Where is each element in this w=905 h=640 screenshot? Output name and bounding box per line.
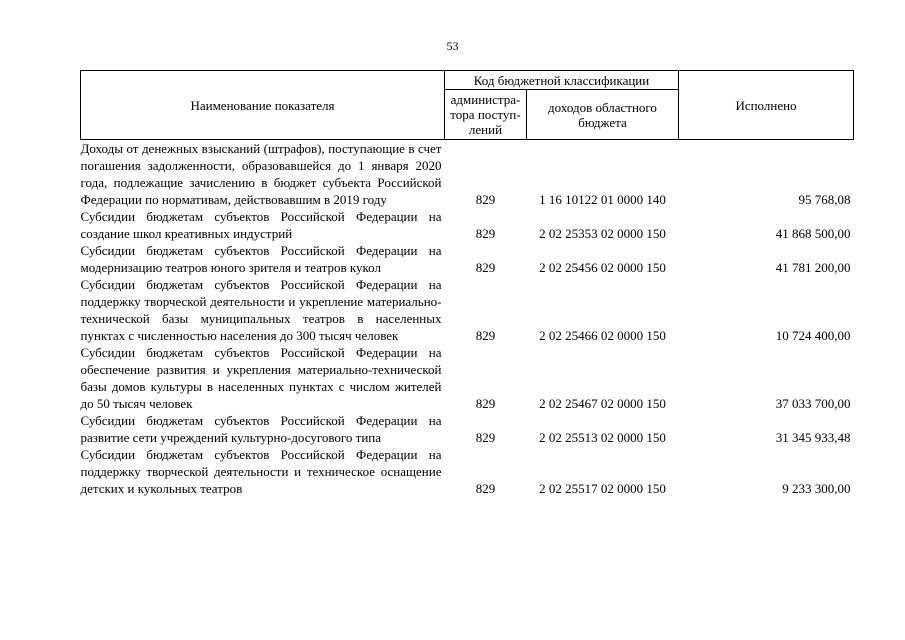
row-name: Доходы от денежных взысканий (штрафов), поступающие в счет погашения задолженности, образовавшейся до 1 января 2020 года, подлежащие зачислению в бюджет субъекта Российской Федерации по нормативам, действовавшим в 2019 году — [80, 141, 442, 207]
table-body — [81, 140, 854, 498]
row-admin-code: 829 — [475, 481, 496, 496]
row-name: Субсидии бюджетам субъектов Российской Федерации на поддержку творческой деятельности и укрепление материально-технической базы муниципальных театров в населенных пунктах с численностью населения до 300 тысяч человек — [80, 277, 442, 343]
table-row — [81, 412, 854, 446]
header-budget-code-group: Код бюджетной классификации — [445, 71, 679, 90]
table-row — [81, 208, 854, 242]
row-revenue-code: 2 02 25466 02 0000 150 — [539, 328, 666, 343]
row-revenue-code: 2 02 25467 02 0000 150 — [539, 396, 666, 411]
table-header — [81, 71, 854, 140]
row-revenue-code: 2 02 25353 02 0000 150 — [539, 226, 666, 241]
table-row — [81, 276, 854, 344]
row-amount: 10 724 400,00 — [775, 328, 851, 343]
row-revenue-code: 2 02 25456 02 0000 150 — [539, 260, 666, 275]
row-revenue-code: 1 16 10122 01 0000 140 — [539, 192, 666, 207]
table-row — [81, 242, 854, 276]
row-admin-code: 829 — [475, 396, 496, 411]
row-revenue-code: 2 02 25517 02 0000 150 — [539, 481, 666, 496]
row-amount: 41 781 200,00 — [775, 260, 851, 275]
row-amount: 95 768,08 — [798, 192, 851, 207]
row-name: Субсидии бюджетам субъектов Российской Федерации на обеспечение развития и укрепления материально-технической базы домов культуры в населенных пунктах с числом жителей до 50 тысяч человек — [80, 345, 442, 411]
row-name: Субсидии бюджетам субъектов Российской Федерации на развитие сети учреждений культурно-досугового типа — [80, 413, 442, 445]
page-number: 53 — [446, 39, 459, 53]
row-amount: 37 033 700,00 — [775, 396, 851, 411]
row-name: Субсидии бюджетам субъектов Российской Федерации на создание школ креативных индустрий — [80, 209, 442, 241]
row-amount: 31 345 933,48 — [775, 430, 851, 445]
row-revenue-code: 2 02 25513 02 0000 150 — [539, 430, 666, 445]
budget-table — [80, 70, 854, 497]
row-admin-code: 829 — [475, 192, 496, 207]
header-revenue: доходов областного бюджета — [527, 90, 679, 140]
row-admin-code: 829 — [475, 260, 496, 275]
row-admin-code: 829 — [475, 226, 496, 241]
row-amount: 41 868 500,00 — [775, 226, 851, 241]
row-name: Субсидии бюджетам субъектов Российской Федерации на модернизацию театров юного зрителя и театров кукол — [80, 243, 442, 275]
header-executed: Исполнено — [679, 71, 854, 140]
row-admin-code: 829 — [475, 430, 496, 445]
table-row — [81, 140, 854, 209]
row-admin-code: 829 — [475, 328, 496, 343]
row-amount: 9 233 300,00 — [782, 481, 851, 496]
header-name: Наименование показателя — [81, 71, 445, 140]
row-name: Субсидии бюджетам субъектов Российской Федерации на поддержку творческой деятельности и техническое оснащение детских и кукольных театров — [80, 447, 442, 496]
header-admin: администра-тора поступ-лений — [445, 90, 527, 140]
table-row — [81, 446, 854, 497]
table-row — [81, 344, 854, 412]
